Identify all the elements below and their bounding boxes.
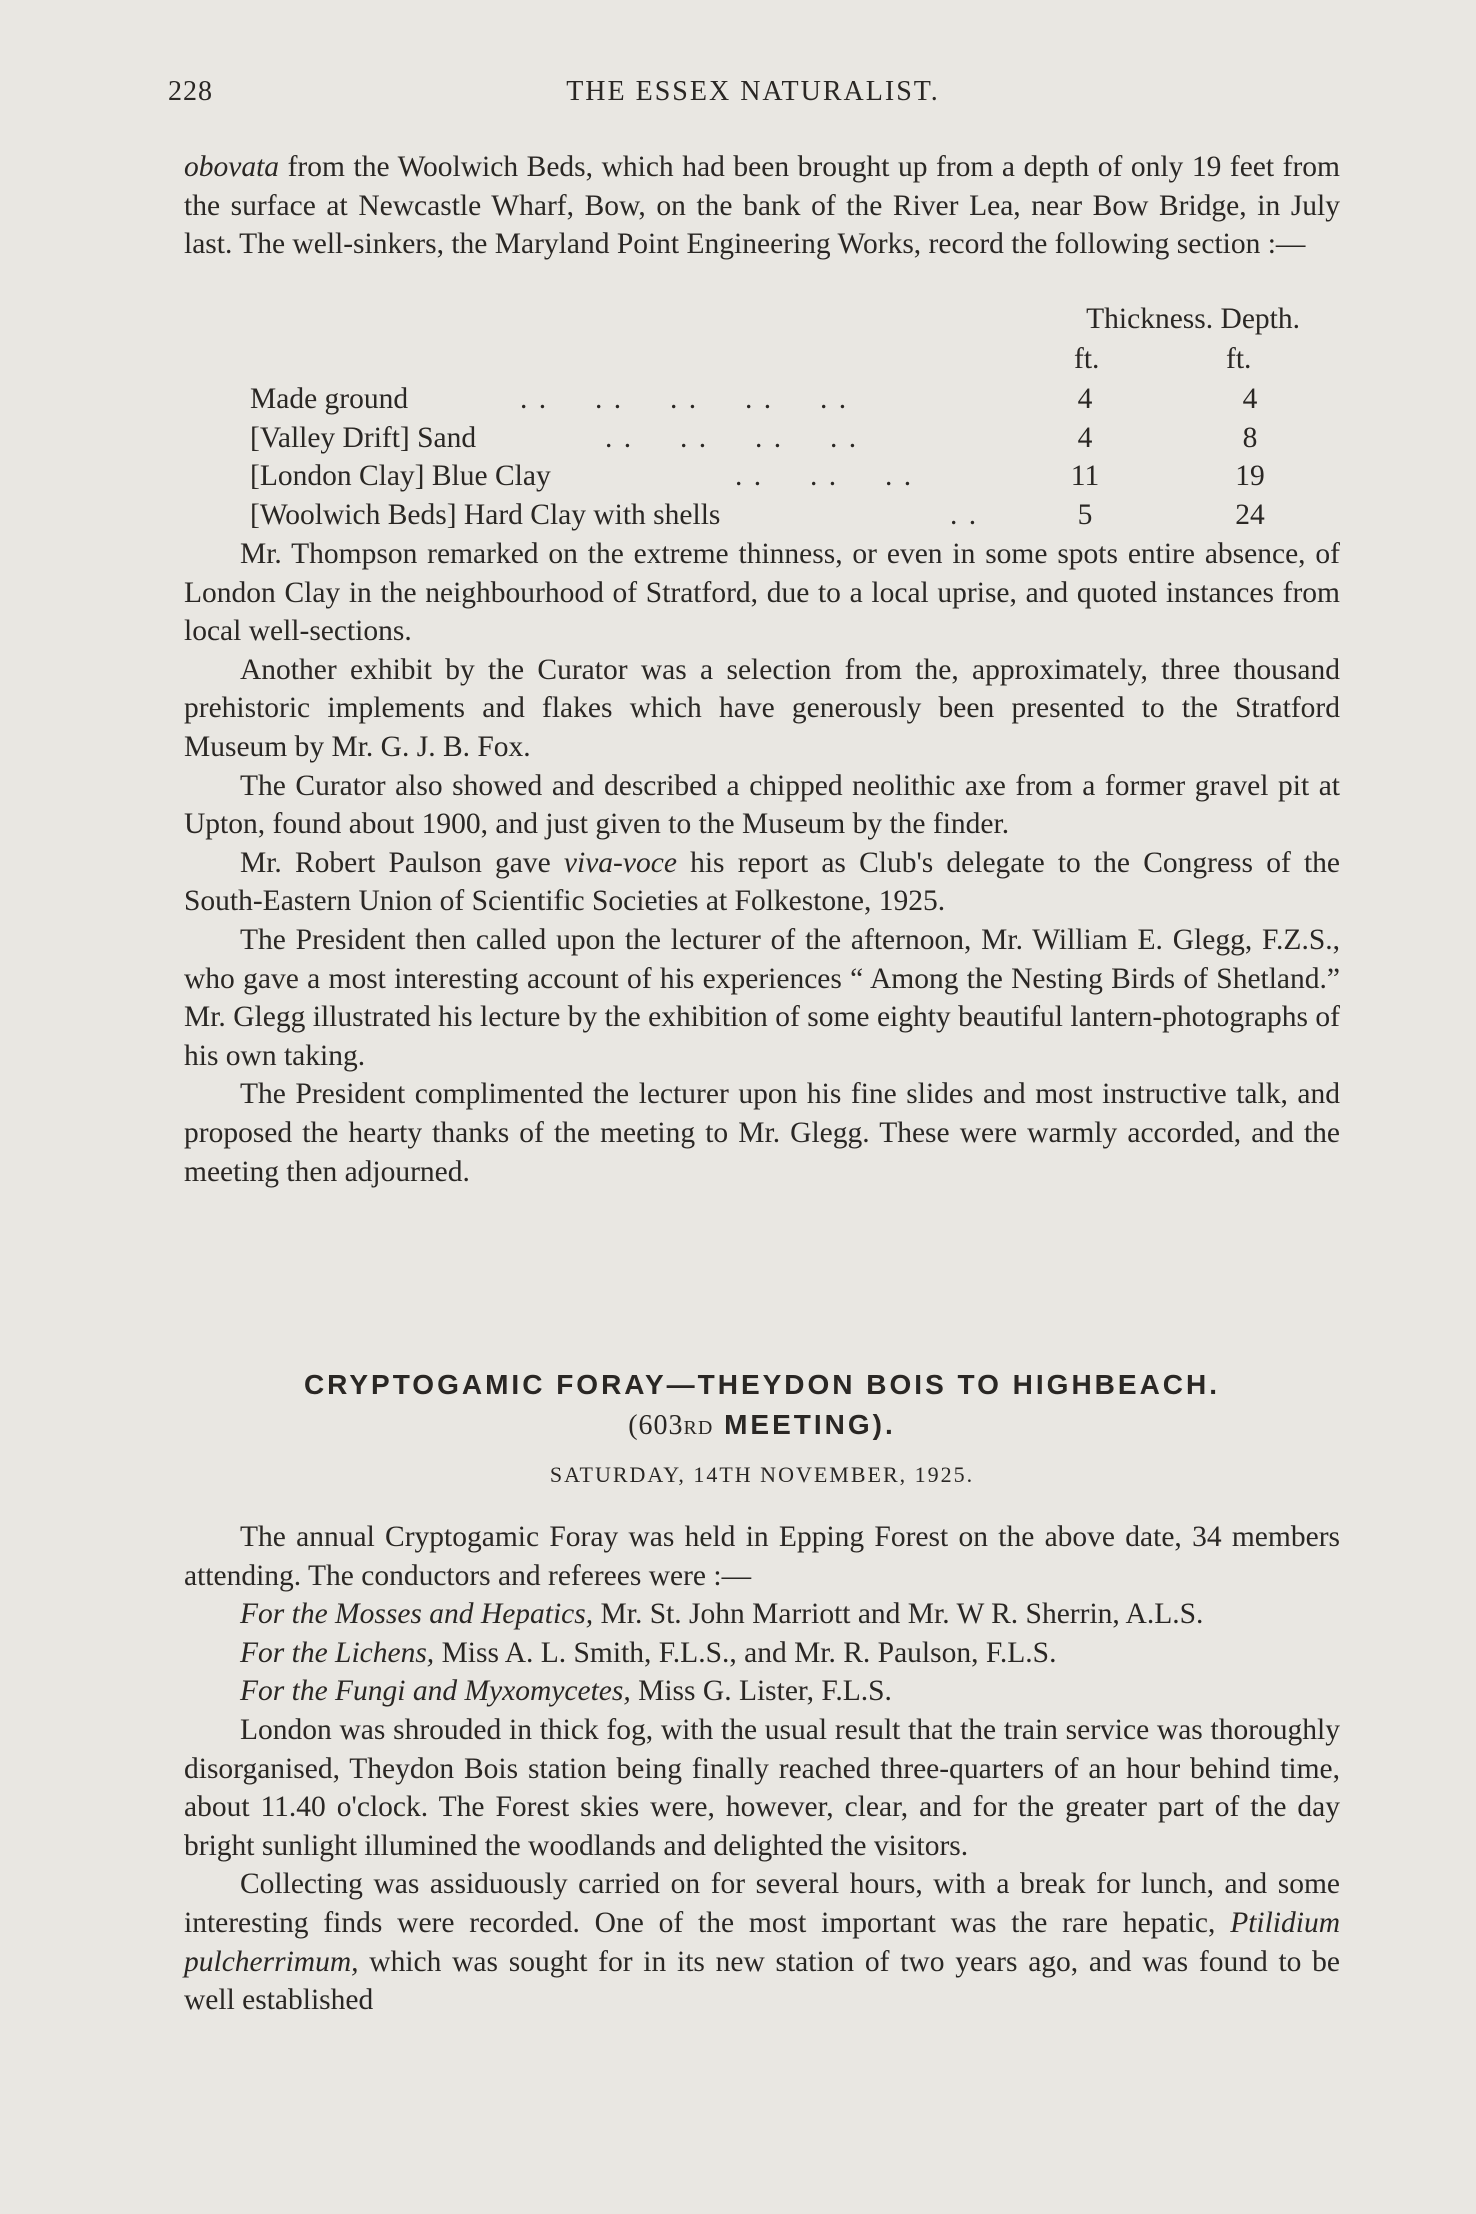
section-table-header (184, 303, 1340, 383)
section-table-heading: Thickness. Depth. (1086, 303, 1300, 335)
section-title: CRYPTOGAMIC FORAY—THEYDON BOIS TO HIGHBEACH. (303, 1369, 1221, 1400)
body-paragraph: Another exhibit by the Curator was a selection from the, approximately, three thousand prehistoric implements and flakes which have generously been presented to the Stratford Museum by Mr. G. J. B. Fox. (184, 653, 1340, 763)
foray-report (184, 1518, 1340, 2020)
leader-dots: . . (950, 498, 979, 531)
stratum-depth: 24 (1235, 498, 1265, 531)
table-row (250, 419, 1310, 458)
paulson-after: his report as Club's delegate to the Congress of the South-Eastern Union of Scientific Societies at Folkestone, 1925. (184, 846, 1340, 918)
stratum-thickness: 4 (1077, 421, 1093, 454)
foray-opening: The annual Cryptogamic Foray was held in Epping Forest on the above date, 34 members attending. The conductors and referees were :— (184, 1521, 1340, 1592)
stratum-thickness: 5 (1077, 498, 1093, 531)
body-paragraph: The Curator also showed and described a chipped neolithic axe from a former gravel pit at Upton, found about 1900, and just given to the Museum by the finder. (184, 769, 1340, 841)
stratum-thickness: 11 (1070, 460, 1100, 493)
running-title: THE ESSEX NATURALIST. (566, 76, 940, 107)
intro-paragraph-block (184, 148, 1340, 264)
page-number: 228 (168, 76, 213, 107)
page-header (168, 76, 1338, 116)
leader-dots: . . . . . . . . (605, 421, 859, 454)
body-paragraph: The President complimented the lecturer upon his fine slides and most instructive talk, and proposed the hearty thanks of the meeting to Mr. Glegg. These were warmly accorded, and the meeting then adjourned. (184, 1078, 1340, 1188)
leader-dots: . . . . . . (735, 460, 914, 493)
paulson-before: Mr. Robert Paulson gave (240, 846, 564, 879)
intro-text: from the Woolwich Beds, which had been brought up from a depth of only 19 feet from the surface at Newcastle Wharf, Bow, on the bank of the River Lea, near Bow Bridge, in July last. The well-sinkers, the Maryland Point Engineering Works, record the following section :— (184, 151, 1340, 261)
table-row (250, 457, 1310, 496)
referee-line: For the Fungi and Myxomycetes, Miss G. Lister, F.L.S. (240, 1675, 892, 1708)
table-row (250, 496, 1310, 535)
stratum-label: Made ground (250, 383, 409, 415)
meeting-report (184, 535, 1340, 1191)
unit-thickness: ft. (1074, 343, 1100, 375)
paulson-paragraph (184, 844, 1340, 921)
referee-line: For the Mosses and Hepatics, Mr. St. John Marriott and Mr. W R. Sherrin, A.L.S. (240, 1598, 1204, 1631)
body-paragraph: The President then called upon the lecturer of the afternoon, Mr. William E. Glegg, F.Z.S., who gave a most interesting account of his experiences “ Among the Nesting Birds of Shetland.” Mr. Glegg illustrated his lecture by the exhibition of some eighty beautiful lantern-photographs of his own taking. (184, 923, 1340, 1072)
stratum-depth: 8 (1242, 421, 1258, 454)
referee-line: For the Lichens, Miss A. L. Smith, F.L.S., and Mr. R. Paulson, F.L.S. (240, 1636, 1057, 1669)
meeting-date: SATURDAY, 14TH NOVEMBER, 1925. (549, 1462, 975, 1487)
collecting-paragraph: Collecting was assiduously carried on for several hours, with a break for lunch, and some interesting finds were recorded. One of the most important was the rare hepatic, Ptilidium pulcherrimum, which was sought for in its new station of two years ago, and was found to be well established (184, 1868, 1340, 2017)
stratum-label: [Valley Drift] Sand (250, 421, 477, 454)
stratum-label: [Woolwich Beds] Hard Clay with shells (250, 498, 721, 531)
stratum-label: [London Clay] Blue Clay (250, 460, 551, 493)
meeting-number: (603RD MEETING). (628, 1409, 896, 1441)
section-table (250, 380, 1310, 534)
stratum-depth: 4 (1242, 383, 1258, 415)
stratum-depth: 19 (1235, 460, 1265, 493)
fog-paragraph: London was shrouded in thick fog, with the usual result that the train service was thoroughly disorganised, Theydon Bois station being finally reached three-quarters of an hour behind time, about 11.40 o'clock. The Forest skies were, however, clear, and for the greater part of the day bright sunlight illumined the woodlands and delighted the visitors. (184, 1713, 1340, 1862)
table-row (250, 380, 1310, 419)
body-paragraph: Mr. Thompson remarked on the extreme thinness, or even in some spots entire absence, of London Clay in the neighbourhood of Stratford, due to a local uprise, and quoted instances from local well-sections. (184, 538, 1340, 648)
stratum-thickness: 4 (1077, 383, 1093, 415)
intro-italic-word: obovata (184, 151, 280, 183)
paulson-italic: viva-voce (563, 846, 677, 879)
leader-dots: . . . . . . . . . . (520, 383, 849, 415)
section-heading (184, 1365, 1340, 1448)
unit-depth: ft. (1226, 343, 1252, 375)
intro-paragraph (184, 148, 1340, 264)
